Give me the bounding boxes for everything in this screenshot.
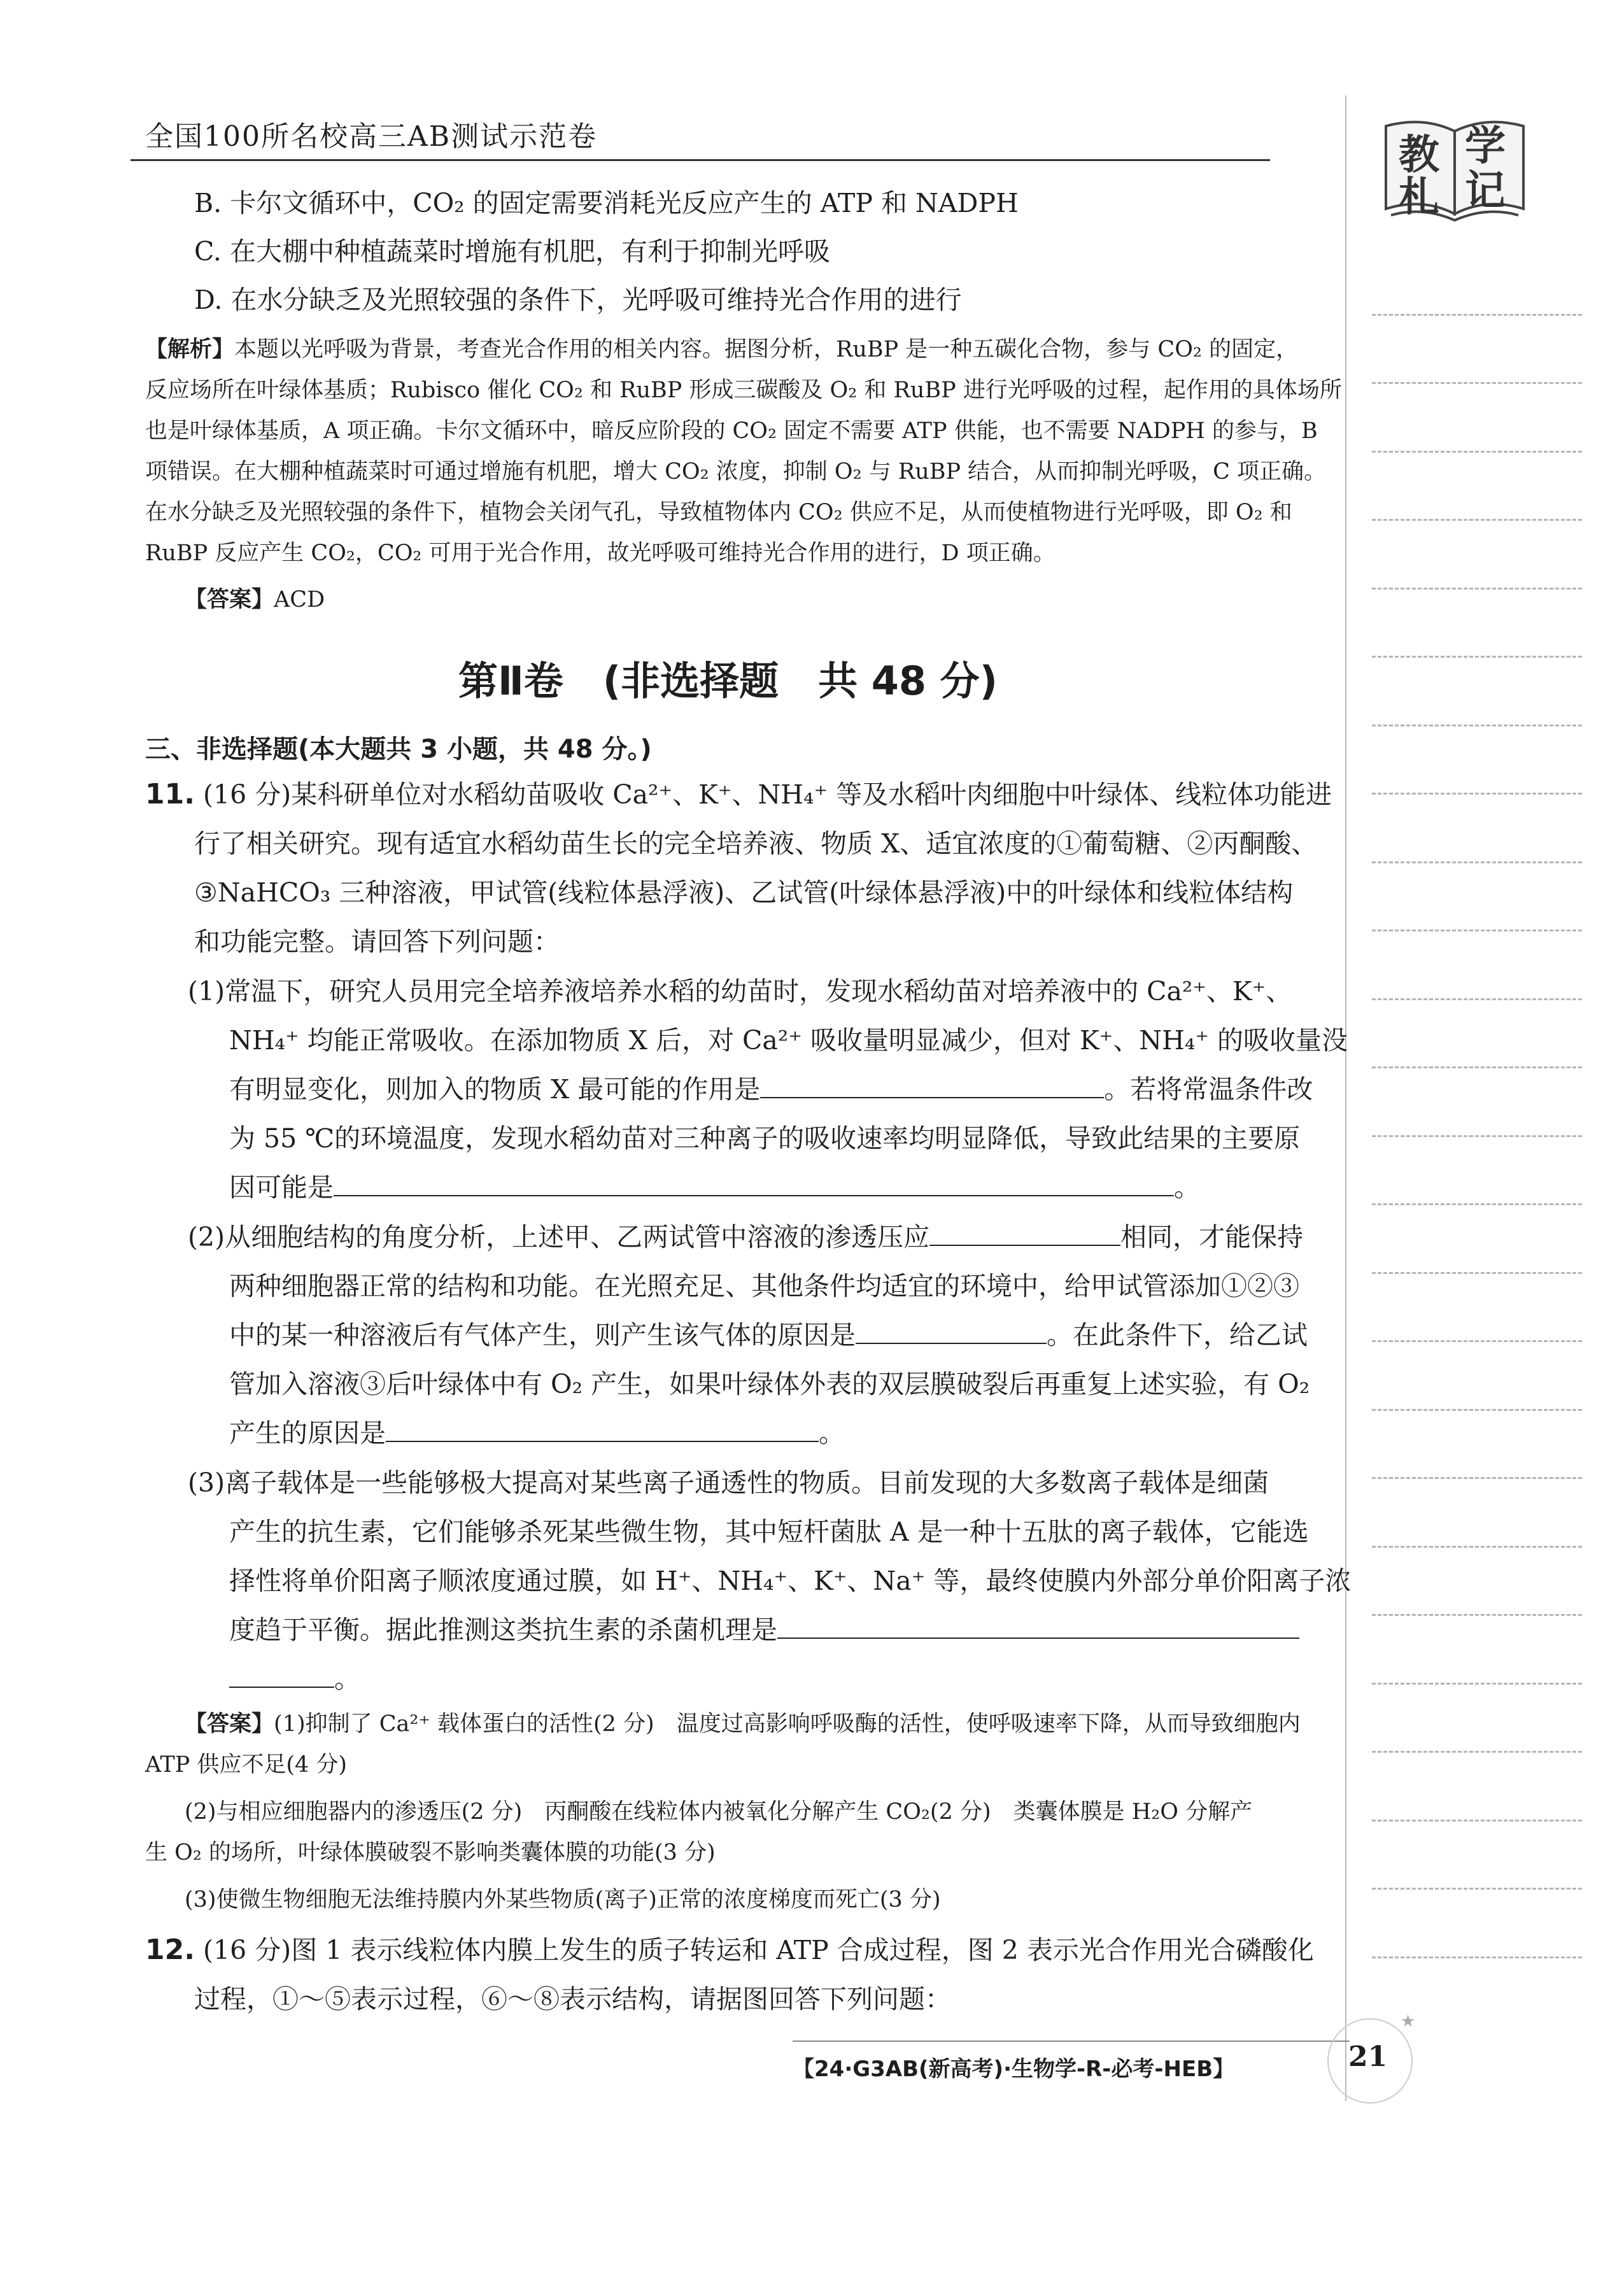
notes-line [1372,519,1582,521]
page-number: 21 [1348,2041,1388,2073]
q11-p3-line-4: 度趋于平衡。据此推测这类抗生素的杀菌机理是 [229,1609,1299,1646]
q11-p1-line-4: 为 55 ℃的环境温度，发现水稻幼苗对三种离子的吸收速率均明显降低，导致此结果的主要原 [229,1123,1301,1154]
page-header: 全国100所名校高三AB测试示范卷 [145,120,598,153]
notes-line [1372,861,1582,863]
q11-line-4: 和功能完整。请回答下列问题： [194,926,560,957]
analysis-line-1: 【解析】本题以光呼吸为背景，考查光合作用的相关内容。据图分析，RuBP 是一种五碳化合物，参与 CO₂ 的固定， [145,337,1299,362]
answer-blank[interactable] [334,1173,1174,1196]
notes-line [1372,1820,1582,1822]
q11-p3-line-3: 择性将单价阳离子顺浓度通过膜，如 H⁺、NH₄⁺、K⁺、Na⁺ 等，最终使膜内外部分单价阳离子浓 [229,1566,1352,1596]
notes-line [1372,382,1582,384]
analysis-line-5: 在水分缺乏及光照较强的条件下，植物会关闭气孔，导致植物体内 CO₂ 供应不足，从而使植物进行光呼吸，即 O₂ 和 [145,500,1292,525]
q11-p1-line-2: NH₄⁺ 均能正常吸收。在添加物质 X 后，对 Ca²⁺ 吸收量明显减少，但对 K⁺、NH₄⁺ 的吸收量没 [229,1025,1348,1056]
q12-line-2: 过程，①～⑤表示过程，⑥～⑧表示结构，请据图回答下列问题： [194,1984,951,2014]
notes-logo [1378,113,1531,222]
analysis-line-2: 反应场所在叶绿体基质；Rubisco 催化 CO₂ 和 RuBP 形成三碳酸及 O₂ 和 RuBP 进行光呼吸的过程，起作用的具体场所 [145,378,1342,403]
notes-line [1372,588,1582,590]
answer-blank[interactable] [386,1419,819,1442]
q11-p3-line-5: 。 [229,1658,360,1695]
analysis-line-6: RuBP 反应产生 CO₂，CO₂ 可用于光合作用，故光呼吸可维持光合作用的进行，D 项正确。 [145,541,1056,566]
q11-p3-line-1: (3)离子载体是一些能够极大提高对某些离子通透性的物质。目前发现的大多数离子载体是细菌 [188,1468,1269,1498]
q11-p2-line-4: 管加入溶液③后叶绿体中有 O₂ 产生，如果叶绿体外表的双层膜破裂后再重复上述实验，有 O₂ [229,1369,1310,1399]
footer-rule [793,2041,1350,2042]
footer-code: 【24·G3AB(新高考)·生物学-R-必考-HEB】 [793,2056,1235,2082]
logo-char: 记 [1465,167,1506,215]
notes-line [1372,1477,1582,1479]
q12-line-1: 12. (16 分)图 1 表示线粒体内膜上发生的质子转运和 ATP 合成过程，图 2 表示光合作用光合磷酸化 [145,1934,1314,1966]
answer-2-line-4: 生 O₂ 的场所，叶绿体膜破裂不影响类囊体膜的功能(3 分) [145,1840,716,1865]
q11-p1-line-5: 因可能是 。 [229,1172,1200,1203]
notes-line [1372,1203,1582,1205]
notes-line [1372,1409,1582,1411]
analysis-line-3: 也是叶绿体基质，A 项正确。卡尔文循环中，暗反应阶段的 CO₂ 固定不需要 ATP 供能，也不需要 NADPH 的参与，B [145,418,1318,444]
star-icon: ★ [1401,2012,1416,2031]
notes-line [1372,1683,1582,1685]
logo-char: 教 [1399,131,1439,179]
logo-char: 札 [1399,173,1439,221]
section-heading: 三、非选择题(本大题共 3 小题，共 48 分。) [145,735,652,764]
notes-line [1372,1751,1582,1753]
answer-2-line-3: (2)与相应细胞器内的渗透压(2 分) 丙酮酸在线粒体内被氧化分解产生 CO₂(2 分) 类囊体膜是 H₂O 分解产 [185,1799,1253,1825]
answer-1: 【答案】ACD [185,587,325,612]
notes-line [1372,314,1582,316]
notes-line [1372,1546,1582,1548]
q11-number: 11. [145,778,195,810]
margin-rule [1345,96,1346,2101]
q12-number: 12. [145,1934,195,1966]
option-b: B. 卡尔文循环中，CO₂ 的固定需要消耗光反应产生的 ATP 和 NADPH [194,188,1019,218]
q11-p2-line-5: 产生的原因是 。 [229,1418,845,1448]
notes-line [1372,930,1582,931]
answer-blank[interactable] [229,1665,334,1688]
notes-line [1372,451,1582,453]
notes-line [1372,1956,1582,1958]
option-c: C. 在大棚中种植蔬菜时增施有机肥，有利于抑制光呼吸 [194,236,830,267]
answer-2-line-1: 【答案】(1)抑制了 Ca²⁺ 载体蛋白的活性(2 分) 温度过高影响呼吸酶的活性，使呼吸速率下降，从而导致细胞内 [185,1711,1301,1737]
notes-line [1372,1066,1582,1068]
notes-line [1372,1272,1582,1274]
q11-p2-line-1: (2)从细胞结构的角度分析，上述甲、乙两试管中溶液的渗透压应 相同，才能保持 [188,1222,1304,1252]
answer-blank[interactable] [760,1075,1104,1098]
q11-line-2: 行了相关研究。现有适宜水稻幼苗生长的完全培养液、物质 X、适宜浓度的①葡萄糖、②丙酮酸、 [194,828,1318,859]
answer-2-line-5: (3)使微生物细胞无法维持膜内外某些物质(离子)正常的浓度梯度而死亡(3 分) [185,1887,941,1913]
q11-line-1: 11. (16 分)某科研单位对水稻幼苗吸收 Ca²⁺、K⁺、NH₄⁺ 等及水稻叶肉细胞中叶绿体、线粒体功能进 [145,778,1332,810]
header-rule [131,159,1270,161]
answer-blank[interactable] [856,1321,1047,1344]
answer-blank[interactable] [929,1223,1120,1246]
section-title: 第Ⅱ卷 (非选择题 共 48 分) [458,658,998,704]
notes-line [1372,1614,1582,1616]
q11-p1-line-1: (1)常温下，研究人员用完全培养液培养水稻的幼苗时，发现水稻幼苗对培养液中的 Ca²⁺、K⁺、 [188,976,1292,1007]
q11-p3-line-2: 产生的抗生素，它们能够杀死某些微生物，其中短杆菌肽 A 是一种十五肽的离子载体，它能选 [229,1517,1309,1547]
notes-line [1372,998,1582,1000]
notes-line [1372,793,1582,795]
notes-line [1372,656,1582,658]
answer-2-line-2: ATP 供应不足(4 分) [145,1752,348,1778]
notes-line [1372,1888,1582,1890]
q11-p2-line-3: 中的某一种溶液后有气体产生，则产生该气体的原因是 。在此条件下，给乙试 [229,1320,1308,1350]
logo-char: 学 [1465,122,1506,170]
notes-line [1372,1135,1582,1137]
notes-line [1372,1340,1582,1342]
notes-line [1372,725,1582,726]
analysis-label: 【解析】 [145,337,235,362]
answer-blank[interactable] [777,1616,1299,1639]
analysis-line-4: 项错误。在大棚种植蔬菜时可通过增施有机肥，增大 CO₂ 浓度，抑制 O₂ 与 RuBP 结合，从而抑制光呼吸，C 项正确。 [145,459,1327,485]
q11-p2-line-2: 两种细胞器正常的结构和功能。在光照充足、其他条件均适宜的环境中，给甲试管添加①②③ [229,1271,1299,1301]
option-d: D. 在水分缺乏及光照较强的条件下，光呼吸可维持光合作用的进行 [194,285,962,315]
q11-p1-line-3: 有明显变化，则加入的物质 X 最可能的作用是 。若将常温条件改 [229,1074,1313,1105]
q11-line-3: ③NaHCO₃ 三种溶液，甲试管(线粒体悬浮液)、乙试管(叶绿体悬浮液)中的叶绿体和线粒体结构 [194,877,1294,908]
